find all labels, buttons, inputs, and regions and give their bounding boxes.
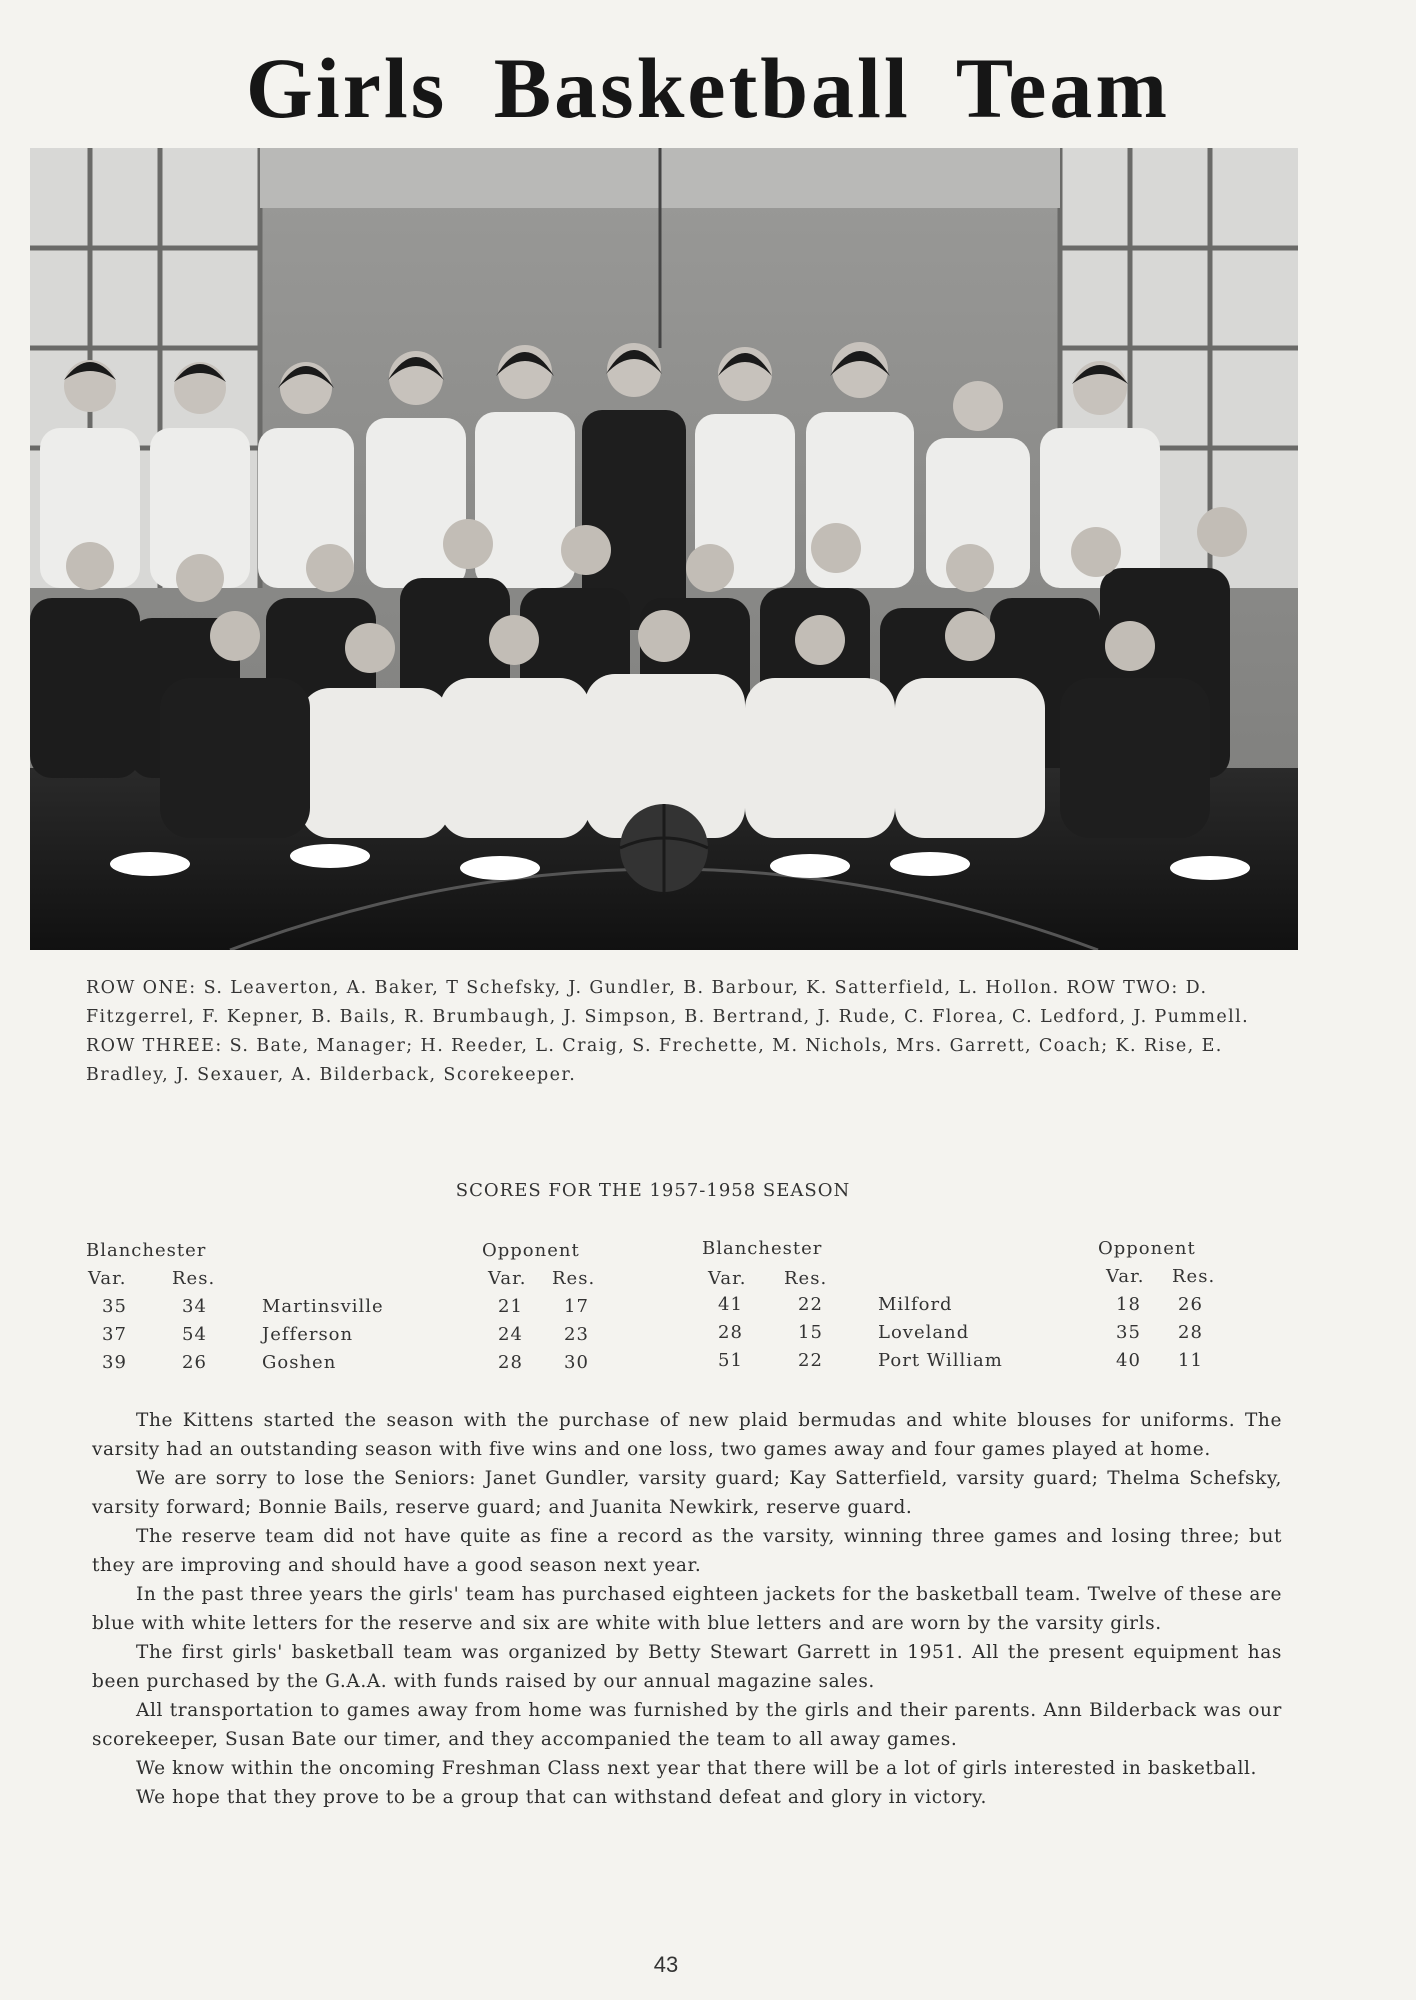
team-label: Blanchester [702, 1238, 823, 1259]
table-cell: 54 [182, 1324, 207, 1345]
opp-res-header: Res. [552, 1268, 596, 1289]
table-cell: Port William [878, 1350, 1003, 1371]
paragraph: The first girls' basketball team was organized by Betty Stewart Garrett in 1951. All the present equipment has been purchased by the G.A.A. with funds raised by our annual magazine sales. [92, 1642, 1282, 1692]
table-cell: Goshen [262, 1352, 337, 1373]
paragraph: We know within the oncoming Freshman Class next year that there will be a lot of girls interested in basketball. [136, 1758, 1257, 1779]
table-cell: 30 [564, 1352, 589, 1373]
table-cell: 23 [564, 1324, 589, 1345]
table-cell: 41 [718, 1294, 743, 1315]
scores-title: SCORES FOR THE 1957-1958 SEASON [455, 1180, 851, 1201]
team-photo [30, 148, 1298, 950]
table-cell: Loveland [878, 1322, 970, 1343]
table-cell: 37 [102, 1324, 127, 1345]
paragraph: All transportation to games away from home was furnished by the girls and their parents. Ann Bilderback was our scorekeeper, Susan Bate our timer, and they accompanied the team to all away games. [92, 1700, 1282, 1750]
table-cell: 35 [1116, 1322, 1141, 1343]
table-cell: 34 [182, 1296, 207, 1317]
table-cell: 28 [718, 1322, 743, 1343]
table-cell: 39 [102, 1352, 127, 1373]
res-header: Res. [784, 1268, 828, 1289]
paragraph: We hope that they prove to be a group that can withstand defeat and glory in victory. [136, 1787, 987, 1808]
opp-res-header: Res. [1172, 1266, 1216, 1287]
table-cell: 22 [798, 1294, 823, 1315]
team-photo-illustration [30, 148, 1298, 950]
paragraph: We are sorry to lose the Seniors: Janet Gundler, varsity guard; Kay Satterfield, varsity guard; Thelma Schefsky, varsity forward; Bonnie Bails, reserve guard; and Juanita Newkirk, reserve guard. [92, 1468, 1282, 1518]
table-cell: 11 [1178, 1350, 1203, 1371]
var-header: Var. [88, 1268, 127, 1289]
paragraph: The reserve team did not have quite as fine a record as the varsity, winning three games and losing three; but they are improving and should have a good season next year. [92, 1526, 1282, 1576]
photo-caption: ROW ONE: S. Leaverton, A. Baker, T Schefsky, J. Gundler, B. Barbour, K. Satterfield, L. Hollon. ROW TWO: D. Fitzgerrel, F. Kepner, B. Bails, R. Brumbaugh, J. Simpson, B. Bertrand, J. Rude, C. Florea, C. Ledford, J. Pummell. ROW THREE: S. Bate, Manager; H. Reeder, L. Craig, S. Frechette, M. Nichols, Mrs. Garrett, Coach; K. Rise, E. Bradley, J. Sexauer, A. Bilderback, Scorekeeper. [86, 978, 1250, 1085]
page-title: Girls Basketball Team [245, 40, 1171, 136]
table-cell: 28 [498, 1352, 523, 1373]
table-cell: Martinsville [262, 1296, 384, 1317]
table-cell: Milford [878, 1294, 953, 1315]
var-header: Var. [708, 1268, 747, 1289]
res-header: Res. [172, 1268, 216, 1289]
paragraph: The Kittens started the season with the purchase of new plaid bermudas and white blouses for uniforms. The varsity had an outstanding season with five wins and one loss, two games away and four games played at home. [92, 1410, 1282, 1460]
table-cell: 40 [1116, 1350, 1141, 1371]
table-cell: 15 [798, 1322, 823, 1343]
table-cell: 21 [498, 1296, 523, 1317]
table-cell: 26 [1178, 1294, 1203, 1315]
table-cell: 26 [182, 1352, 207, 1373]
page-number: 43 [653, 1952, 679, 1977]
table-cell: 17 [564, 1296, 589, 1317]
opp-var-header: Var. [1106, 1266, 1145, 1287]
table-cell: Jefferson [262, 1324, 354, 1345]
paragraph: In the past three years the girls' team has purchased eighteen jackets for the basketball team. Twelve of these are blue with white letters for the reserve and six are white with blue letters and are worn by the varsity girls. [92, 1584, 1282, 1634]
table-cell: 24 [498, 1324, 523, 1345]
table-cell: 22 [798, 1350, 823, 1371]
opponent-label: Opponent [482, 1240, 580, 1261]
team-label: Blanchester [86, 1240, 207, 1261]
opp-var-header: Var. [488, 1268, 527, 1289]
table-cell: 51 [718, 1350, 743, 1371]
article-body [92, 1406, 1282, 1812]
table-cell: 18 [1116, 1294, 1141, 1315]
table-cell: 28 [1178, 1322, 1203, 1343]
table-cell: 35 [102, 1296, 127, 1317]
opponent-label: Opponent [1098, 1238, 1196, 1259]
